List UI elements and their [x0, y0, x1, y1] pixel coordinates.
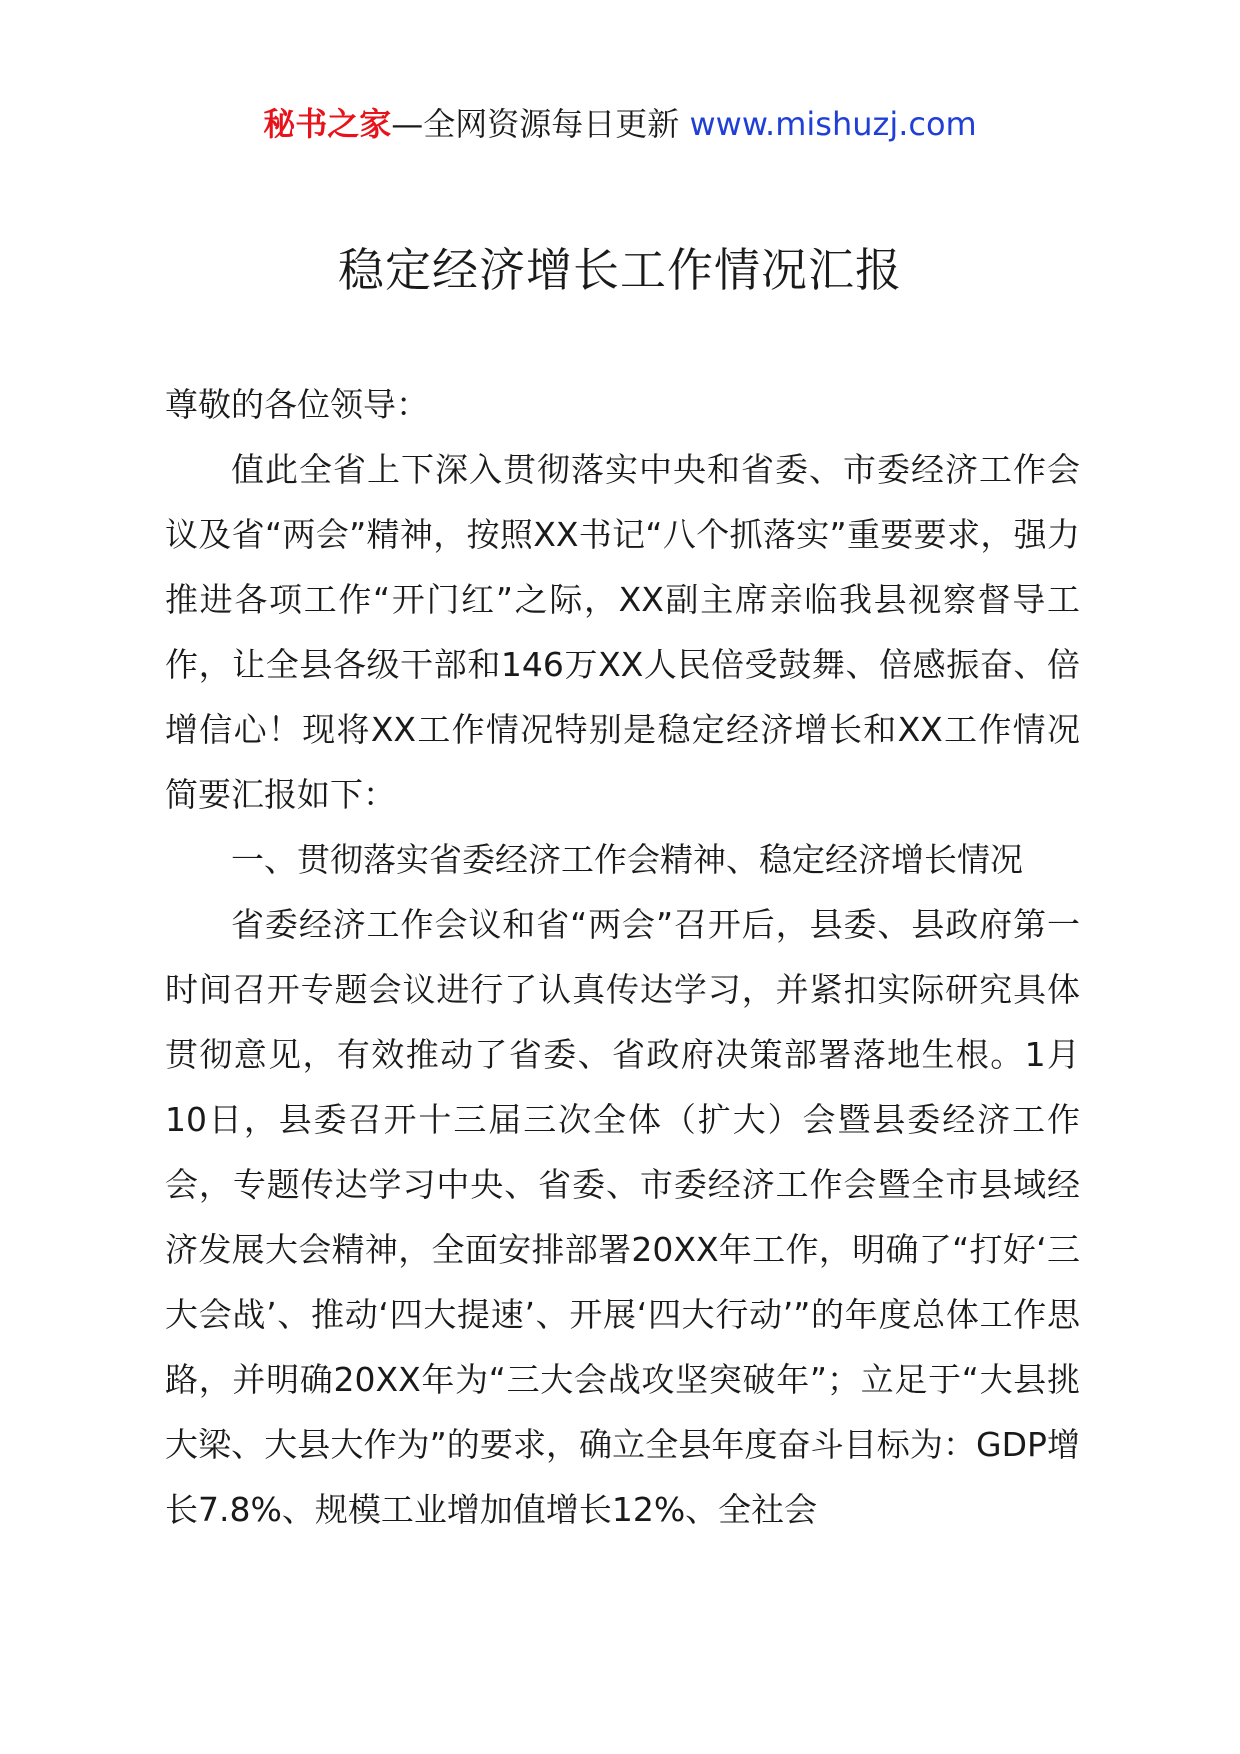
document-body	[165, 372, 1080, 1542]
salutation: 尊敬的各位领导：	[165, 385, 429, 424]
paragraph-section-1: 省委经济工作会议和省“两会”召开后，县委、县政府第一时间召开专题会议进行了认真传达学习，并紧扣实际研究具体贯彻意见，有效推动了省委、省政府决策部署落地生根。1月10日，县委召开十三届三次全体（扩大）会暨县委经济工作会，专题传达学习中央、省委、市委经济工作会暨全市县域经济发展大会精神，全面安排部署20XX年工作，明确了“打好‘三大会战’、推动‘四大提速’、开展‘四大行动’”的年度总体工作思路，并明确20XX年为“三大会战攻坚突破年”；立足于“大县挑大梁、大县大作为”的要求，确立全县年度奋斗目标为：GDP增长7.8%、规模工业增加值增长12%、全社会	[165, 905, 1080, 1529]
document-title: 稳定经济增长工作情况汇报	[338, 243, 902, 297]
site-url-link[interactable]: www.mishuzj.com	[689, 105, 977, 143]
section-heading-1: 一、贯彻落实省委经济工作会精神、稳定经济增长情况	[231, 840, 1023, 879]
header-tagline: —全网资源每日更新	[391, 105, 690, 143]
brand-name: 秘书之家	[263, 105, 392, 143]
paragraph-intro: 值此全省上下深入贯彻落实中央和省委、市委经济工作会议及省“两会”精神，按照XX书记“八个抓落实”重要要求，强力推进各项工作“开门红”之际，XX副主席亲临我县视察督导工作，让全县各级干部和146万XX人民倍受鼓舞、倍感振奋、倍增信心！现将XX工作情况特别是稳定经济增长和XX工作情况简要汇报如下：	[165, 450, 1080, 814]
site-header	[0, 100, 1240, 148]
